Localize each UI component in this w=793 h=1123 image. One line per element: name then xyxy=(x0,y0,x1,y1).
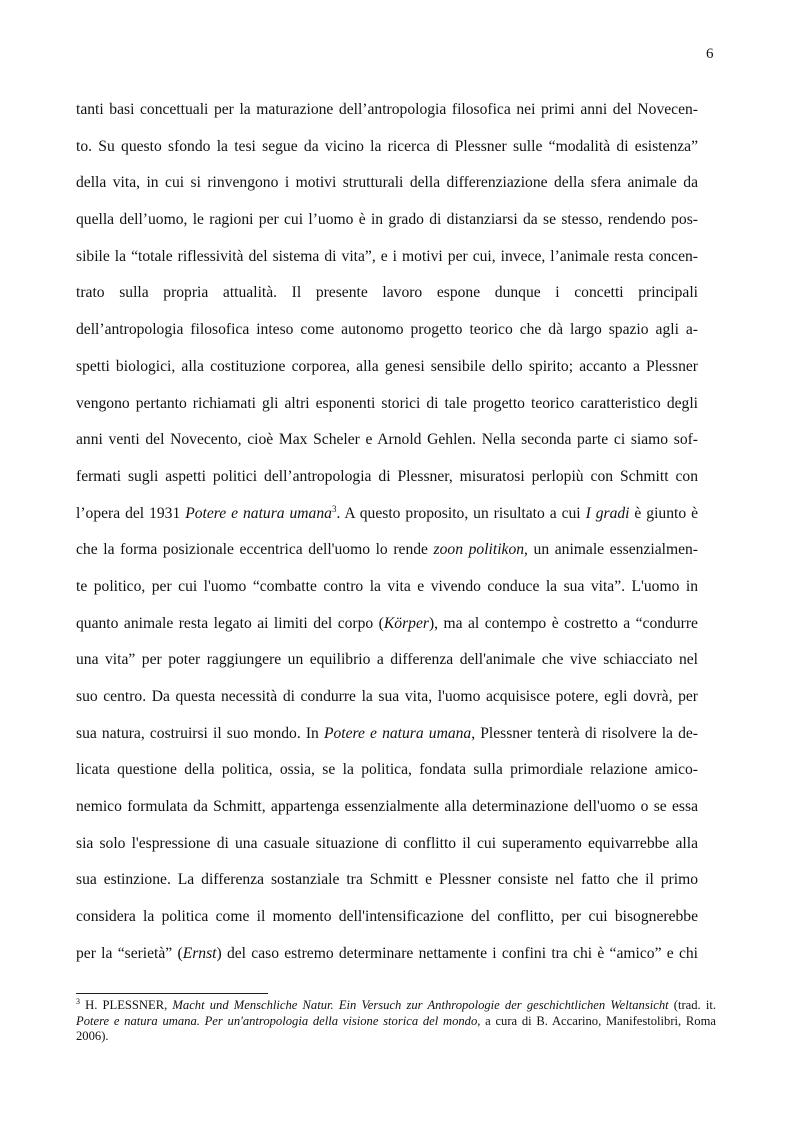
text-line xyxy=(76,679,698,716)
text-segment: , a cura di B. Accarino, Manifestolibri, Roma 2006). xyxy=(76,1013,716,1043)
text-segment: licata questione della politica, ossia, se la politica, fondata sulla primordiale relazione amico- xyxy=(76,761,698,779)
text-line xyxy=(76,826,698,863)
text-segment: nemico formulata da Schmitt, appartenga essenzialmente alla determinazione dell'uomo o se essa xyxy=(76,798,698,816)
text-segment: sua estinzione. La differenza sostanziale tra Schmitt e Plessner consiste nel fatto che il primo xyxy=(76,871,698,889)
text-line xyxy=(76,532,698,569)
footnote-ref: 3 xyxy=(331,503,337,514)
text-segment: , Plessner tenterà di risolvere la de- xyxy=(471,724,698,742)
text-line xyxy=(76,275,698,312)
text-segment: vengono pertanto richiamati gli altri esponenti storici di tale progetto teorico caratteristico degli xyxy=(76,394,698,412)
text-line xyxy=(76,606,698,643)
text-line xyxy=(76,936,698,973)
text-line xyxy=(76,569,698,606)
text-line xyxy=(76,239,698,276)
footnote xyxy=(76,998,716,1045)
text-segment: per la “serietà” ( xyxy=(76,944,183,962)
text-segment: anni venti del Novecento, cioè Max Scheler e Arnold Gehlen. Nella seconda parte ci siamo sof- xyxy=(76,431,698,449)
text-segment: della vita, in cui si rinvengono i motivi strutturali della differenziazione della sfera animale da xyxy=(76,174,698,192)
text-segment: suo centro. Da questa necessità di condurre la sua vita, l'uomo acquisisce potere, egli dovrà, per xyxy=(76,688,698,705)
body-text xyxy=(76,92,698,973)
text-line xyxy=(76,422,698,459)
text-segment: (trad. it. xyxy=(668,998,716,1012)
text-segment: una vita” per poter raggiungere un equilibrio a differenza dell'animale che vive schiacciato nel xyxy=(76,651,698,669)
italic-text: Ernst xyxy=(182,944,217,962)
text-segment: l’opera del 1931 xyxy=(76,504,186,522)
text-line xyxy=(76,459,698,496)
text-line xyxy=(76,716,698,753)
text-line xyxy=(76,386,698,423)
text-segment: sibile la “totale riflessività del sistema di vita”, e i motivi per cui, invece, l’animale resta concen- xyxy=(76,247,698,265)
text-line xyxy=(76,752,698,789)
italic-text: Potere e natura umana xyxy=(323,724,472,742)
text-segment: ) del caso estremo determinare nettamente i confini tra chi è “amico” e chi xyxy=(216,944,698,962)
text-segment: dell’antropologia filosofica inteso come autonomo progetto teorico che dà largo spazio agli a- xyxy=(76,321,698,339)
text-line xyxy=(76,165,698,202)
page-number: 6 xyxy=(706,46,714,62)
text-segment: che la forma posizionale eccentrica dell'uomo lo rende xyxy=(76,541,434,559)
text-segment: trato sulla propria attualità. Il presente lavoro espone dunque i concetti principali xyxy=(76,284,698,302)
italic-text: Körper xyxy=(383,614,429,632)
text-segment: ), ma al contempo è costretto a “condurre xyxy=(428,614,698,632)
italic-text: Macht und Menschliche Natur. Ein Versuch zur Anthropologie der geschichtlichen Weltansicht xyxy=(172,998,669,1012)
text-segment: quella dell’uomo, le ragioni per cui l’uomo è in grado di distanziarsi da se stesso, rendendo pos- xyxy=(76,211,698,229)
text-segment: te politico, per cui l'uomo “combatte contro la vita e vivendo conduce la sua vita”. L'uomo in xyxy=(76,577,698,595)
text-line xyxy=(76,349,698,386)
italic-text: Potere e natura umana xyxy=(185,504,332,522)
text-segment: , un animale essenzialmen- xyxy=(524,541,698,559)
text-segment: spetti biologici, alla costituzione corporea, alla genesi sensibile dello spirito; accanto a Plessner xyxy=(76,357,698,375)
text-line xyxy=(76,202,698,239)
text-line xyxy=(76,899,698,936)
text-segment: è giunto è xyxy=(629,504,698,522)
text-segment: considera la politica come il momento dell'intensificazione del conflitto, per cui bisognerebbe xyxy=(76,908,698,926)
text-segment: to. Su questo sfondo la tesi segue da vicino la ricerca di Plessner sulle “modalità di esistenza” xyxy=(76,137,698,155)
text-line xyxy=(76,862,698,899)
footnote-ref: 3 xyxy=(76,997,80,1006)
text-line xyxy=(76,92,698,129)
text-line xyxy=(76,789,698,826)
italic-text: I gradi xyxy=(585,504,630,522)
italic-text: Potere e natura umana. Per un'antropologia della visione storica del mondo xyxy=(76,1013,478,1028)
text-segment: H. PLESSNER, xyxy=(80,998,173,1012)
text-line xyxy=(76,312,698,349)
text-segment: quanto animale resta legato ai limiti del corpo ( xyxy=(76,614,384,632)
footnote-separator xyxy=(76,993,268,994)
text-line xyxy=(76,129,698,166)
text-segment: . A questo proposito, un risultato a cui xyxy=(336,504,586,522)
text-line xyxy=(76,642,698,679)
text-line xyxy=(76,496,698,533)
text-segment: sua natura, costruirsi il suo mondo. In xyxy=(76,724,324,742)
italic-text: zoon politikon xyxy=(433,541,525,559)
text-segment: fermati sugli aspetti politici dell’antropologia di Plessner, misuratosi perlopiù con Schmitt con xyxy=(76,467,698,485)
text-segment: sia solo l'espressione di una casuale situazione di conflitto il cui superamento equivarrebbe alla xyxy=(76,834,698,852)
text-segment: tanti basi concettuali per la maturazione dell’antropologia filosofica nei primi anni del Novecen- xyxy=(76,101,698,118)
